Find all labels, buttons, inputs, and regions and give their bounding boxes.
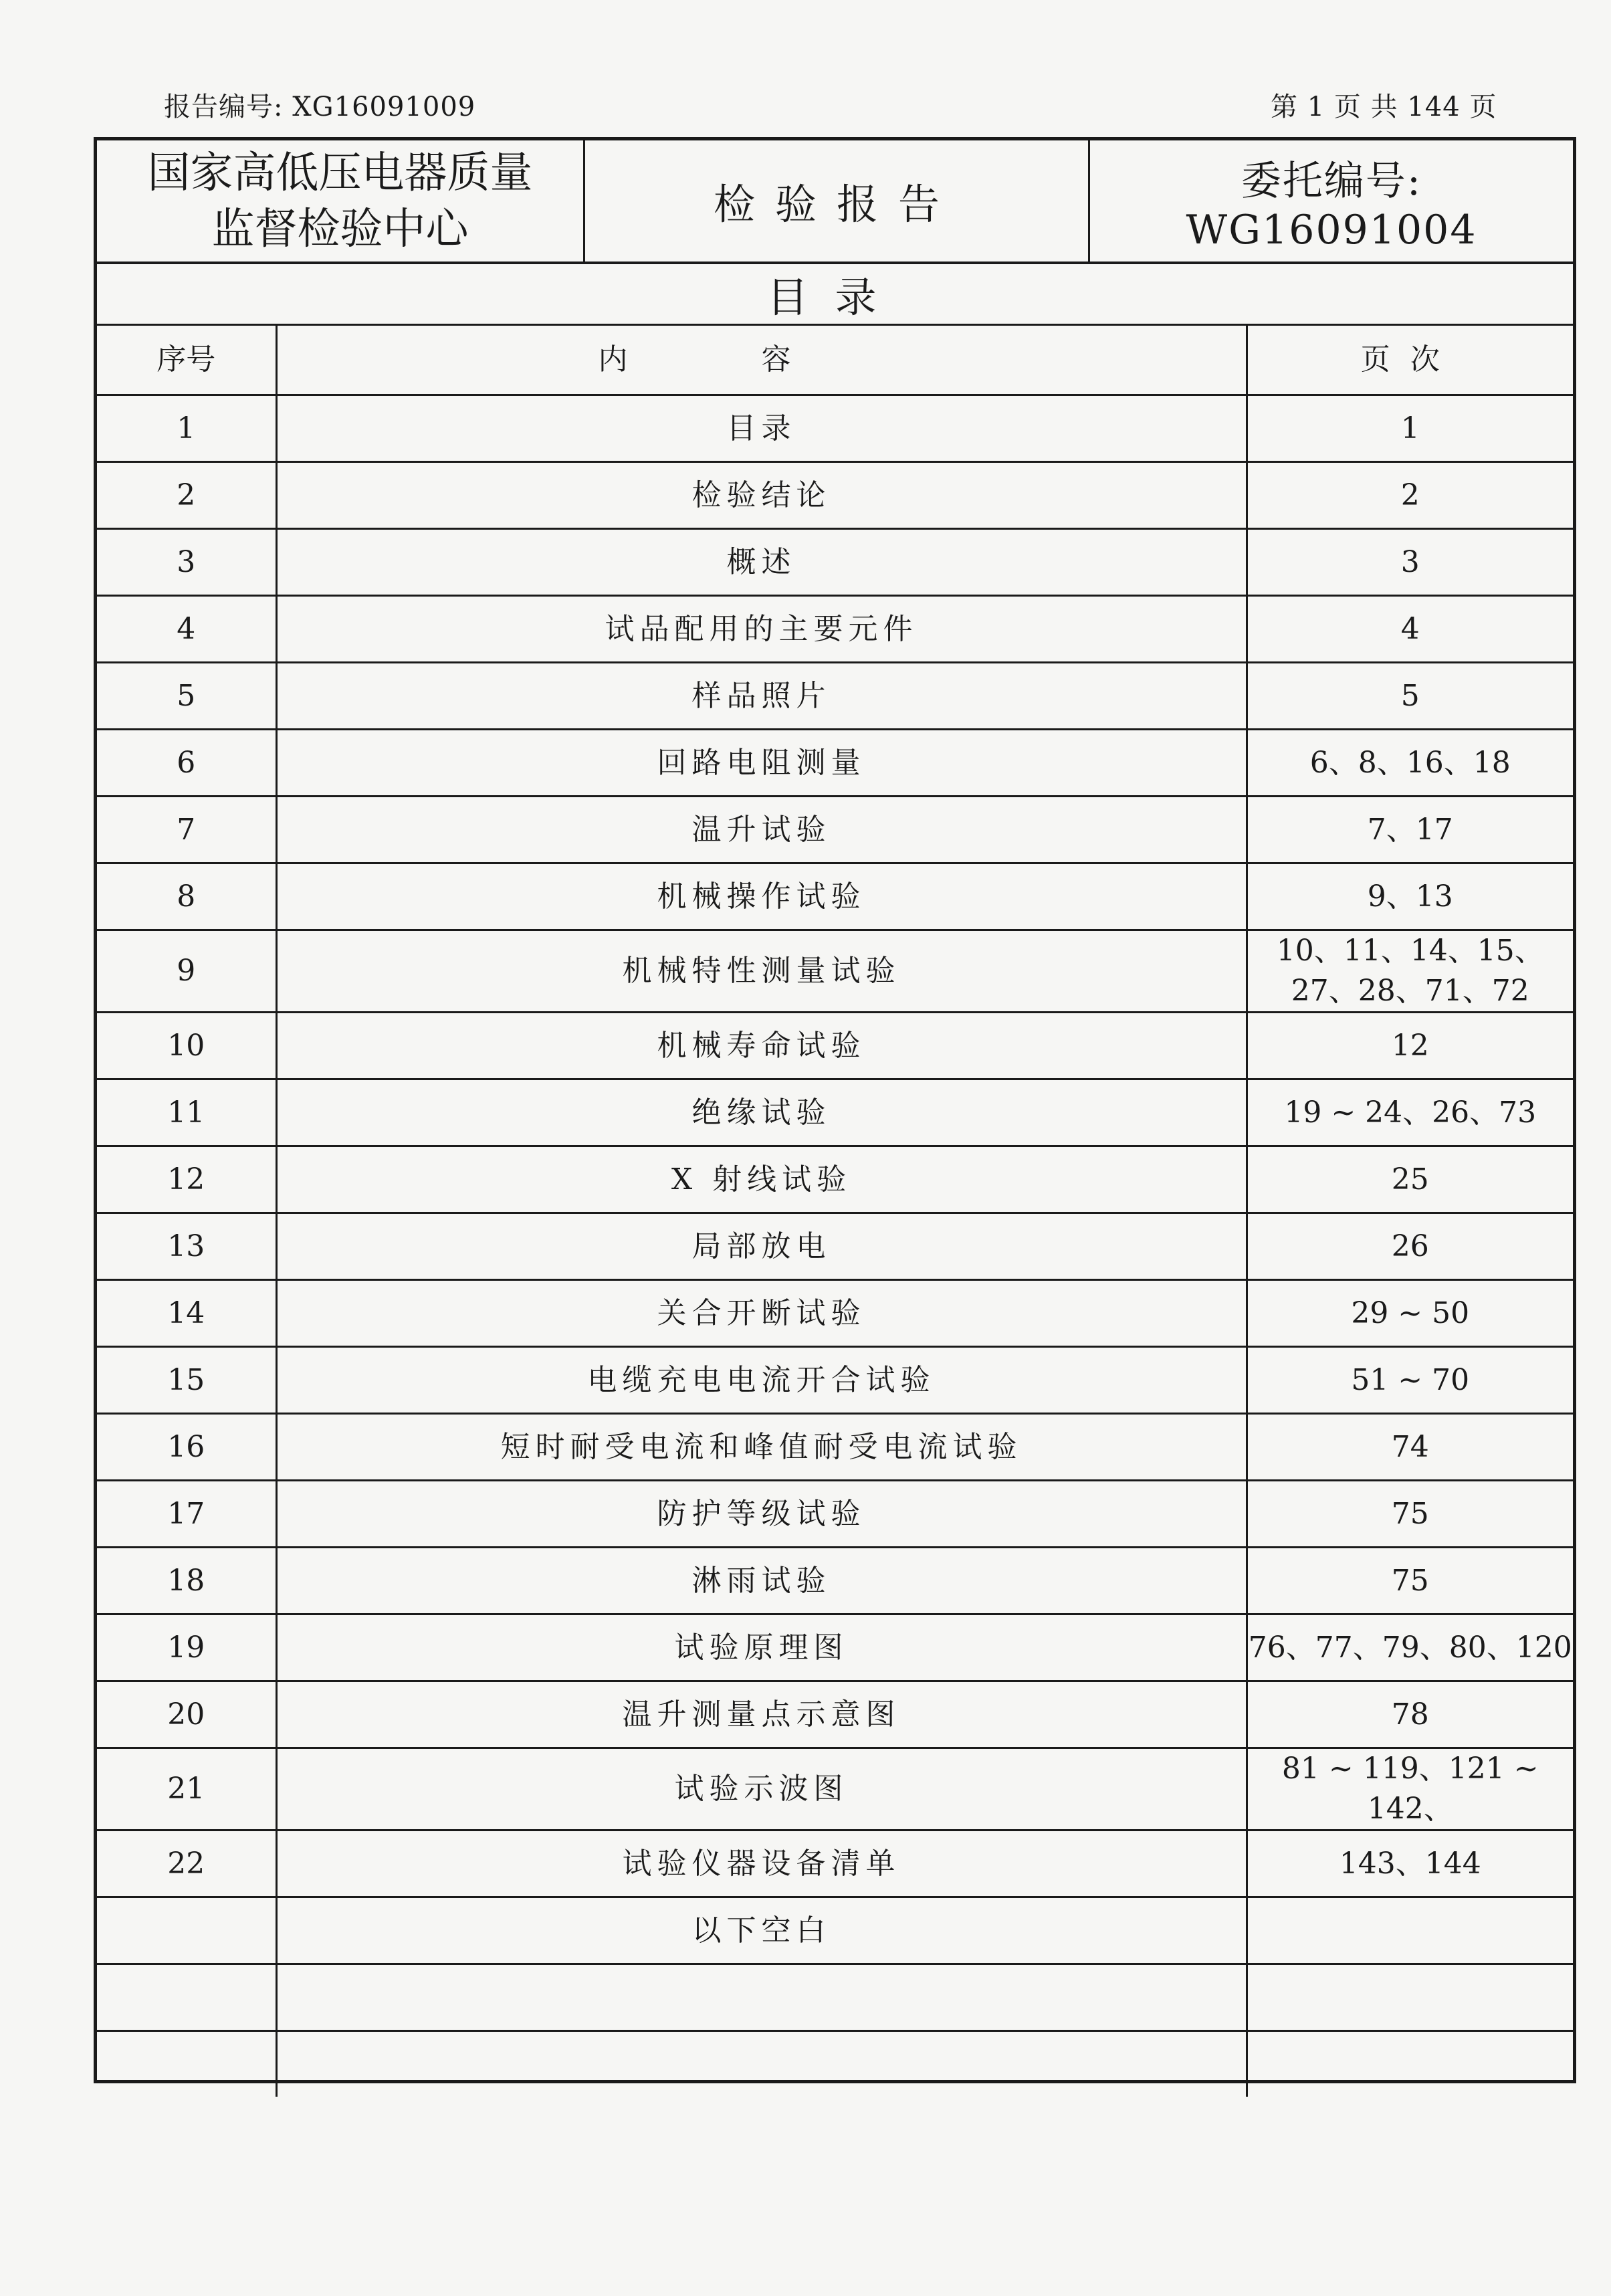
cell-seq: 7 [97, 797, 276, 863]
cell-seq: 13 [97, 1213, 276, 1280]
cell-page: 143、144 [1247, 1831, 1573, 1897]
cell-content: 检验结论 [276, 462, 1247, 529]
table-row [97, 395, 1573, 462]
table-row [97, 1481, 1573, 1548]
cell-seq: 12 [97, 1146, 276, 1213]
table-row [97, 1614, 1573, 1681]
cell-seq: 16 [97, 1414, 276, 1481]
toc-body [97, 326, 1573, 2097]
cell-content: 机械特性测量试验 [276, 930, 1247, 1013]
cell-content: 试品配用的主要元件 [276, 596, 1247, 663]
cell-page: 76、77、79、80、120 [1247, 1614, 1573, 1681]
cell-page: 51 ~ 70 [1247, 1347, 1573, 1414]
cell-seq: 6 [97, 730, 276, 797]
table-row [97, 1280, 1573, 1347]
table-row [97, 1897, 1573, 1964]
cell-page: 25 [1247, 1146, 1573, 1213]
toc-header-row [97, 326, 1573, 395]
cell-page [1247, 1897, 1573, 1964]
cell-page: 2 [1247, 462, 1573, 529]
cell-content: 局部放电 [276, 1213, 1247, 1280]
cell-seq: 22 [97, 1831, 276, 1897]
cell-content: 机械寿命试验 [276, 1013, 1247, 1079]
center-name-line1: 国家高低压电器质量 [147, 148, 533, 198]
cell-content: 试验示波图 [276, 1748, 1247, 1831]
cell-seq: 20 [97, 1681, 276, 1748]
toc-table [97, 326, 1573, 2097]
cell-page: 78 [1247, 1681, 1573, 1748]
cell-content: 关合开断试验 [276, 1280, 1247, 1347]
cell-content: 以下空白 [276, 1897, 1247, 1964]
cell-content: 温升测量点示意图 [276, 1681, 1247, 1748]
cell-seq: 15 [97, 1347, 276, 1414]
cell-page: 19 ~ 24、26、73 [1247, 1079, 1573, 1146]
cell-content: 样品照片 [276, 663, 1247, 730]
report-header [97, 140, 1573, 264]
column-header-seq: 序号 [97, 326, 276, 395]
cell-content: 回路电阻测量 [276, 730, 1247, 797]
cell-seq: 5 [97, 663, 276, 730]
cell-seq: 9 [97, 930, 276, 1013]
cell-content [276, 1964, 1247, 2031]
cell-content: 短时耐受电流和峰值耐受电流试验 [276, 1414, 1247, 1481]
table-row [97, 1213, 1573, 1280]
cell-content [276, 2031, 1247, 2097]
cell-content: 绝缘试验 [276, 1079, 1247, 1146]
cell-content: 试验仪器设备清单 [276, 1831, 1247, 1897]
table-row [97, 1748, 1573, 1831]
column-header-page: 页次 [1247, 326, 1573, 395]
table-row [97, 1964, 1573, 2031]
cell-content: 概述 [276, 529, 1247, 596]
cell-page: 75 [1247, 1481, 1573, 1548]
table-row [97, 1146, 1573, 1213]
table-row [97, 1681, 1573, 1748]
cell-page: 4 [1247, 596, 1573, 663]
cell-seq [97, 1964, 276, 2031]
cell-page: 7、17 [1247, 797, 1573, 863]
column-header-content: 内容 [276, 326, 1247, 395]
table-row [97, 1414, 1573, 1481]
cell-seq: 11 [97, 1079, 276, 1146]
table-row [97, 1079, 1573, 1146]
cell-seq: 10 [97, 1013, 276, 1079]
table-row [97, 1548, 1573, 1614]
table-row [97, 1347, 1573, 1414]
page-indicator: 第 1 页 共 144 页 [1271, 92, 1497, 122]
cell-page: 12 [1247, 1013, 1573, 1079]
table-row [97, 663, 1573, 730]
commission-number: 委托编号: WG16091004 [1186, 157, 1477, 253]
table-row [97, 730, 1573, 797]
cell-content: 防护等级试验 [276, 1481, 1247, 1548]
cell-seq: 17 [97, 1481, 276, 1548]
cell-page: 26 [1247, 1213, 1573, 1280]
cell-page: 81 ~ 119、121 ~ 142、 [1247, 1748, 1573, 1831]
cell-seq: 1 [97, 395, 276, 462]
cell-seq [97, 1897, 276, 1964]
table-row [97, 930, 1573, 1013]
cell-page: 75 [1247, 1548, 1573, 1614]
cell-seq: 21 [97, 1748, 276, 1831]
cell-page: 3 [1247, 529, 1573, 596]
cell-seq: 3 [97, 529, 276, 596]
cell-content: 目录 [276, 395, 1247, 462]
cell-seq: 4 [97, 596, 276, 663]
cell-page: 9、13 [1247, 863, 1573, 930]
table-row [97, 2031, 1573, 2097]
cell-content: 温升试验 [276, 797, 1247, 863]
cell-page [1247, 1964, 1573, 2031]
cell-content: 试验原理图 [276, 1614, 1247, 1681]
cell-page: 5 [1247, 663, 1573, 730]
cell-page [1247, 2031, 1573, 2097]
report-table-frame [94, 137, 1576, 2083]
inspection-center-name [97, 140, 585, 262]
cell-seq: 8 [97, 863, 276, 930]
cell-page: 74 [1247, 1414, 1573, 1481]
table-row [97, 1013, 1573, 1079]
cell-content: 淋雨试验 [276, 1548, 1247, 1614]
cell-page: 10、11、14、15、27、28、71、72 [1247, 930, 1573, 1013]
cell-page: 29 ~ 50 [1247, 1280, 1573, 1347]
table-row [97, 529, 1573, 596]
cell-seq: 19 [97, 1614, 276, 1681]
cell-content: X 射线试验 [276, 1146, 1247, 1213]
cell-seq: 14 [97, 1280, 276, 1347]
cell-page: 1 [1247, 395, 1573, 462]
toc-title: 目录 [97, 264, 1573, 326]
table-row [97, 1831, 1573, 1897]
cell-page: 6、8、16、18 [1247, 730, 1573, 797]
table-row [97, 462, 1573, 529]
cell-seq: 18 [97, 1548, 276, 1614]
report-number: 报告编号: XG16091009 [164, 92, 476, 122]
table-row [97, 797, 1573, 863]
cell-seq [97, 2031, 276, 2097]
cell-seq: 2 [97, 462, 276, 529]
cell-content: 电缆充电电流开合试验 [276, 1347, 1247, 1414]
cell-content: 机械操作试验 [276, 863, 1247, 930]
table-row [97, 863, 1573, 930]
table-row [97, 596, 1573, 663]
center-name-line2: 监督检验中心 [211, 204, 469, 254]
report-title: 检验报告 [585, 140, 1090, 262]
